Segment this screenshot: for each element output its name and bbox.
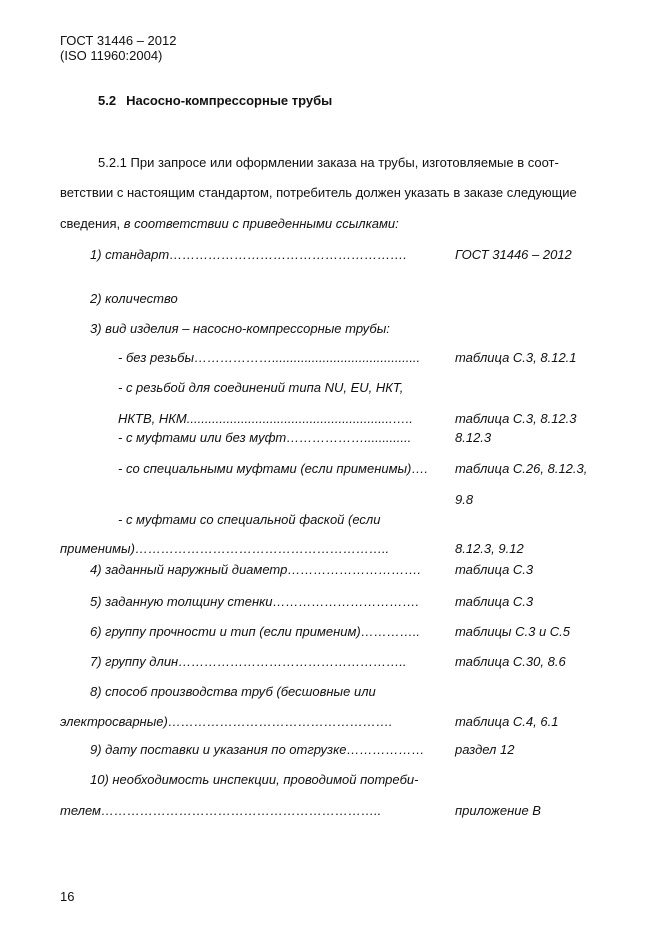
list-item-text: 5) заданную толщину стенки……………………………. [90,594,420,609]
list-item-ref: 8.12.3 [455,430,492,445]
list-item-text: 7) группу длин…………………………………………….. [90,654,407,669]
list-item-ref: 9.8 [455,492,474,507]
section-title: Насосно-компрессорные трубы [126,93,333,108]
header-iso: (ISO 11960:2004) [60,48,163,63]
list-item-text: 1) стандарт………………………………………………. [90,247,407,262]
list-item-text: 8) способ производства труб (бесшовные или [90,684,376,699]
list-item-text: 10) необходимость инспекции, проводимой потреби- [90,772,419,787]
intro-line-1: 5.2.1 При запросе или оформлении заказа на трубы, изготовляемые в соот- [98,155,559,170]
list-item-ref: ГОСТ 31446 – 2012 [455,247,572,262]
list-item-ref: приложение В [455,803,541,818]
list-item-text: 6) группу прочности и тип (если применим)………….. [90,624,420,639]
list-item-text: 4) заданный наружный диаметр…………………………. [90,562,421,577]
list-item-ref: таблица С.30, 8.6 [455,654,566,669]
list-subitem-text: - с муфтами или без муфт………………............. [118,430,412,445]
list-subitem-text: - со специальными муфтами (если применимы)…. [118,461,428,476]
list-subitem-text: - с муфтами со специальной фаской (если [118,512,381,527]
list-item-ref: раздел 12 [455,742,515,757]
section-heading [98,93,332,108]
list-item-ref: таблица С.3, 8.12.3 [455,411,577,426]
intro-line-3-italic: в соответствии с приведенными ссылками: [123,216,399,231]
list-item-text: 2) количество [90,291,178,306]
list-item-ref: таблица С.4, 6.1 [455,714,559,729]
list-item-ref: таблица С.3 [455,594,534,609]
list-item-ref: 8.12.3, 9.12 [455,541,524,556]
list-item-ref: таблица С.3 [455,562,534,577]
list-item-text: телем……………………………………………………….. [60,803,382,818]
list-item-text: 3) вид изделия – насосно-компрессорные трубы: [90,321,390,336]
list-item-text: электросварные)……………………………………………. [60,714,393,729]
list-item-ref: таблица С.26, 8.12.3, [455,461,588,476]
list-item-ref: таблица С.3, 8.12.1 [455,350,577,365]
list-subitem-text: - с резьбой для соединений типа NU, EU, НКТ, [118,380,404,395]
list-subitem-text: НКТВ, НКМ.........................................................….. [118,411,413,426]
page-number: 16 [60,889,75,904]
intro-line-2: ветствии с настоящим стандартом, потребитель должен указать в заказе следующие [60,185,577,200]
list-item-text: 9) дату поставки и указания по отгрузке……………… [90,742,425,757]
header-standard: ГОСТ 31446 – 2012 [60,33,177,48]
list-subitem-text: - без резьбы………………......................................... [118,350,421,365]
intro-line-3-plain: сведения, [60,216,124,231]
list-subitem-text: применимы)………………………………………………….. [60,541,390,556]
list-item-ref: таблицы С.3 и С.5 [455,624,571,639]
intro-line-3 [60,216,399,231]
section-number: 5.2 [98,93,117,108]
